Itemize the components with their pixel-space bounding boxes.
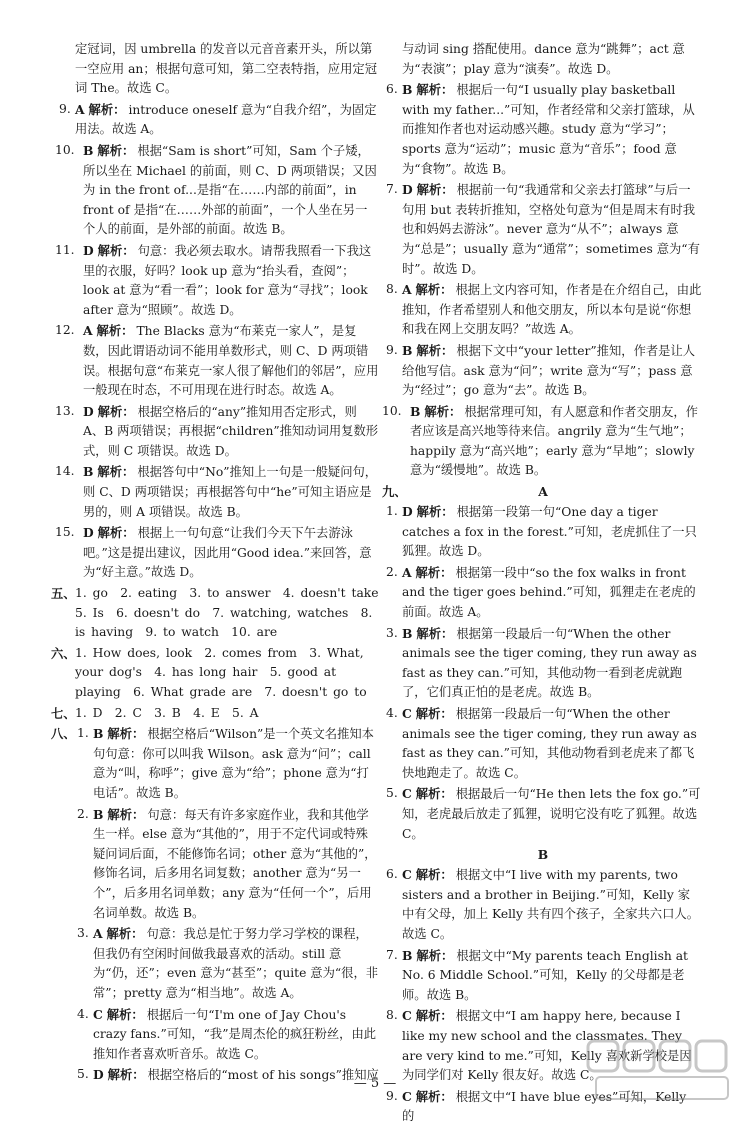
explanation: 根据文中“I live with my parents, two sisters and a brother in Beijing.”可知，Kelly 家中有父母，加上 Kelly 共有四个孩子，全家共六口人。故选 C。	[402, 868, 699, 941]
question-number: 8.	[386, 282, 398, 297]
question-number: 10.	[55, 142, 75, 157]
question-number: 8.	[386, 1008, 398, 1023]
answer-item	[57, 523, 379, 583]
answer-item	[57, 241, 379, 320]
right-question-list	[384, 40, 702, 481]
question-number: 1.	[386, 504, 398, 519]
answer-item	[57, 321, 379, 400]
question-number: 2.	[386, 564, 398, 579]
section-eight	[51, 724, 379, 1086]
answer-letter: B	[402, 342, 413, 358]
answer-letter: B	[83, 142, 94, 158]
question-number: 12.	[55, 323, 75, 338]
answer-item	[57, 402, 379, 462]
answer-text	[402, 80, 702, 179]
answer-item	[75, 924, 379, 1003]
answer-text	[402, 704, 702, 783]
section-block	[51, 644, 379, 703]
question-number: 2.	[77, 806, 89, 821]
question-number: 11.	[55, 242, 75, 257]
analysis-keyword: 解析：	[415, 786, 453, 802]
answer-letter: A	[402, 564, 412, 580]
explanation: 定冠词，因 umbrella 的发音以元音音素开头，所以第一空应用 an；根据句意可知，第二空表特指，应用定冠词 The。故选 C。	[75, 42, 377, 96]
answer-letter: B	[93, 806, 104, 822]
answer-letter: D	[402, 182, 413, 198]
analysis-keyword: 解析：	[416, 504, 454, 520]
analysis-keyword: 解析：	[415, 867, 453, 883]
question-number: 5.	[77, 1067, 89, 1082]
explanation: 根据答句中“No”推知上一句是一般疑问句，则 C、D 两项错误；再根据答句中“he”可知主语应是男的，则 A 项错误。故选 B。	[83, 465, 378, 519]
answer-item	[57, 40, 379, 99]
analysis-keyword: 解析：	[415, 564, 453, 580]
question-number: 6.	[386, 82, 398, 97]
answer-letter: B	[93, 726, 104, 742]
question-number: 1.	[77, 726, 89, 741]
question-number: 3.	[386, 625, 398, 640]
analysis-keyword: 解析：	[96, 323, 134, 339]
answer-text	[83, 141, 379, 240]
answer-letter: B	[410, 403, 421, 419]
explanation: 根据后一句“I'm one of Jay Chou's crazy fans.”可知，“我”是周杰伦的疯狂粉丝，由此推知作者喜欢听音乐。故选 C。	[93, 1007, 377, 1061]
answer-letter: A	[402, 282, 412, 298]
analysis-keyword: 解析：	[88, 101, 126, 117]
question-number: 14.	[55, 464, 75, 479]
answer-letter: A	[83, 323, 93, 339]
explanation: 根据最后一句“He then lets the fox go.”可知，老虎最后放走了狐狸，说明它没有吃了狐狸。故选 C。	[402, 787, 701, 841]
answer-text	[75, 100, 379, 140]
explanation: 根据第一段中“so the fox walks in front and the tiger goes behind.”可知，狐狸走在老虎的前面。故选 A。	[402, 565, 696, 620]
right-column	[384, 40, 702, 1128]
explanation: 根据后一句“I usually play basketball with my father...”可知，作者经常和父亲打篮球，从而推知作者也对运动感兴趣。study 意为“学习”；sports 意为“运动”；music 意为“音乐”；food 意为“食物”。故选 B。	[402, 83, 695, 176]
section-answers: 1. go 2. eating 3. to answer 4. doesn't take	[75, 586, 379, 601]
analysis-keyword: 解析：	[106, 926, 144, 942]
answer-text	[83, 321, 379, 400]
answer-item	[384, 502, 702, 562]
section-label: 六、	[51, 645, 76, 661]
analysis-keyword: 解析：	[416, 342, 454, 358]
section-answers: 1. How does, look 2. comes from 3. What, your dog's 4. has long hair 5. good at playing 6. What grade are 7. doesn't go to	[75, 645, 367, 699]
answer-item	[57, 141, 379, 240]
explanation: 根据空格后的“any”推知用否定形式，则 A、B 两项错误；再根据“children”推知动词用复数形式，则 C 项错误。故选 D。	[83, 404, 379, 458]
question-number: 4.	[386, 706, 398, 720]
answer-item	[384, 784, 702, 844]
answer-item	[57, 100, 379, 140]
left-question-list	[57, 40, 379, 583]
answer-letter: C	[402, 867, 412, 883]
answer-text	[93, 805, 379, 924]
section-label: 七、	[51, 705, 76, 721]
answer-item	[384, 563, 702, 623]
answer-letter: A	[75, 101, 85, 117]
analysis-keyword: 解析：	[97, 464, 135, 480]
section-nine-label: 九、	[382, 484, 407, 500]
answer-text	[410, 402, 702, 481]
explanation: 根据空格后的“most of his songs”推知应	[147, 1068, 379, 1083]
explanation: 根据下文中“your letter”推知，作者是让人给他写信。ask 意为“问”；write 意为“写”；pass 意为“经过”；go 意为“去”。故选 B。	[402, 343, 696, 398]
analysis-keyword: 解析：	[415, 1088, 453, 1104]
passage-a-heading: A	[538, 484, 548, 500]
question-number: 7.	[386, 947, 398, 962]
explanation: 根据文中“My parents teach English at No. 6 Middle School.”可知，Kelly 的父母都是老师。故选 B。	[402, 948, 688, 1002]
explanation: 根据上文内容可知，作者是在介绍自己，由此推知，作者希望别人和他交朋友，所以本句是说“你想和我在网上交朋友吗？”故选 A。	[402, 283, 702, 337]
answer-letter: C	[402, 1008, 412, 1024]
answer-item	[384, 341, 702, 401]
answer-text	[83, 523, 379, 583]
answer-letter: C	[93, 1006, 103, 1022]
answer-item	[384, 402, 702, 481]
answer-item	[384, 704, 702, 783]
passage-a-list	[384, 502, 702, 844]
section-eight-label: 八、	[51, 726, 76, 742]
explanation: 句意：我总是忙于努力学习学校的课程，但我仍有空闲时间做我最喜欢的活动。still 意为“仍，还”；even 意为“甚至”；quite 意为“很，非常”；pretty 意为“相当地”。故选 A。	[93, 927, 379, 1000]
watermark-logo	[586, 1037, 736, 1103]
answer-letter: C	[402, 786, 412, 802]
explanation: 根据“Sam is short”可知，Sam 个子矮，所以坐在 Michael 的前面，则 C、D 两项错误；又因为 in the front of...是指“在……内部的前面”，in front of 是指“在……外部的前面”，一个人坐在另一个人的前面，是外部的前面。故选 B。	[83, 143, 377, 237]
explanation: The Blacks 意为“布莱克一家人”，是复数，因此谓语动词不能用单数形式，则 C、D 两项错误。根据句意“布莱克一家人很了解他们的邻居”，应用一般现在时态，不可用现在进行时态。故选 A。	[83, 324, 379, 398]
analysis-keyword: 解析：	[424, 403, 462, 419]
section-answers: 5. Is 6. doesn't do 7. watching, watches 8. is having 9. to watch 10. are	[75, 605, 373, 640]
section-nine-header	[384, 482, 702, 502]
answer-item	[384, 80, 702, 179]
question-number: 9.	[386, 1088, 398, 1103]
analysis-keyword: 解析：	[97, 142, 135, 158]
answer-item	[75, 724, 379, 803]
answer-text	[402, 563, 702, 623]
answer-letter: D	[83, 242, 94, 258]
explanation: 根据第一段第一句“One day a tiger catches a fox in the forest.”可知，老虎抓住了一只狐狸。故选 D。	[402, 505, 697, 559]
question-number: 6.	[386, 867, 398, 882]
section-answers: 1. D 2. C 3. B 4. E 5. A	[75, 705, 259, 720]
analysis-keyword: 解析：	[416, 82, 454, 98]
explanation: 句意：我必须去取水。请帮我照看一下我这里的衣服，好吗？look up 意为“抬头看，查阅”；look at 意为“看一看”；look for 意为“寻找”；look after 意为“照顾”。故选 D。	[83, 243, 372, 317]
answer-letter: D	[83, 403, 94, 419]
answer-text	[83, 402, 379, 462]
explanation: introduce oneself 意为“自我介绍”，为固定用法。故选 A。	[75, 102, 377, 137]
analysis-keyword: 解析：	[415, 1008, 453, 1024]
analysis-keyword: 解析：	[106, 1006, 144, 1022]
answer-letter: B	[402, 947, 413, 963]
section-eight-list	[75, 724, 379, 1086]
explanation: 根据上一句句意“让我们今天下午去游泳吧。”这是提出建议，因此用“Good idea.”来回答，意为“好主意。”故选 D。	[83, 526, 372, 580]
analysis-keyword: 解析：	[415, 282, 453, 298]
question-number: 7.	[386, 182, 398, 197]
answer-letter: C	[402, 706, 412, 721]
analysis-keyword: 解析：	[97, 525, 135, 541]
explanation: 根据文中“I am happy here, because I like my new school and the classmates. They are very kind to me.”可知，Kelly 喜欢新学校是因为同学们对 Kelly 很友好。故选 C。	[402, 1009, 692, 1083]
answer-letter: B	[402, 82, 413, 98]
answer-text	[83, 462, 379, 522]
answer-text	[402, 180, 702, 279]
question-number: 13.	[55, 403, 75, 418]
explanation: 根据常理可知，有人愿意和作者交朋友，作者应该是高兴地等待来信。angrily 意为“生气地”；happily 意为“高兴地”；early 意为“早地”；slowly 意为“缓慢地”。故选 B。	[410, 404, 698, 478]
answer-item	[384, 946, 702, 1006]
passage-b-heading: B	[537, 847, 549, 863]
answer-text	[402, 280, 702, 340]
answer-item	[384, 624, 702, 703]
analysis-keyword: 解析：	[415, 706, 453, 721]
analysis-keyword: 解析：	[416, 625, 454, 641]
analysis-keyword: 解析：	[107, 806, 145, 822]
section-block	[51, 584, 379, 643]
answer-text	[402, 784, 702, 844]
answer-item	[75, 1005, 379, 1065]
section-block	[51, 704, 379, 724]
answer-item	[384, 180, 702, 279]
analysis-keyword: 解析：	[107, 726, 145, 742]
answer-item	[384, 280, 702, 340]
explanation: 句意：每天有许多家庭作业，我和其他学生一样。else 意为“其他的”，用于不定代词或特殊疑问词后面，不能修饰名词；other 意为“其他的”，修饰名词，后多用名词复数；another 意为“另一个”，后多用名词单数；any 意为“任何一个”，后用名词单数。故选 B。	[93, 807, 377, 920]
answer-text	[83, 241, 379, 320]
explanation: 根据第一段最后一句“When the other animals see the tiger coming, they run away as fast as they can.”可知，其他动物一看到老虎就跑了，它们真正怕的是老虎。故选 B。	[402, 626, 697, 700]
analysis-keyword: 解析：	[107, 1067, 145, 1083]
left-column	[51, 40, 379, 1087]
question-number: 4.	[77, 1006, 89, 1021]
question-number: 3.	[77, 926, 89, 941]
answer-letter: D	[83, 525, 94, 541]
analysis-keyword: 解析：	[416, 182, 454, 198]
page-number: — 5 —	[353, 1076, 397, 1091]
answer-text	[402, 946, 702, 1006]
question-number: 10.	[382, 403, 402, 418]
analysis-keyword: 解析：	[97, 403, 135, 419]
analysis-keyword: 解析：	[416, 947, 454, 963]
answer-letter: C	[402, 1088, 412, 1104]
answer-item	[57, 462, 379, 522]
watermark-stamp-icon	[586, 1037, 736, 1103]
answer-letter: A	[93, 926, 103, 942]
answer-text	[402, 40, 702, 79]
answer-text	[93, 924, 379, 1003]
question-number: 9.	[386, 342, 398, 357]
answer-item	[384, 40, 702, 79]
answer-text	[75, 40, 379, 99]
fill-in-sections	[51, 584, 379, 723]
answer-letter: D	[402, 504, 413, 520]
analysis-keyword: 解析：	[97, 242, 135, 258]
section-label: 五、	[51, 586, 76, 602]
explanation: 与动词 sing 搭配使用。dance 意为“跳舞”；act 意为“表演”；play 意为“演奏”。故选 D。	[402, 42, 685, 76]
answer-text	[402, 502, 702, 562]
question-number: 15.	[55, 525, 75, 540]
answer-item	[384, 865, 702, 944]
explanation: 根据文中“I have blue eyes”可知，Kelly 的	[402, 1089, 687, 1124]
question-number: 5.	[386, 786, 398, 801]
answer-text	[93, 1005, 379, 1065]
answer-text	[93, 724, 379, 803]
explanation: 根据前一句“我通常和父亲去打篮球”与后一句用 but 表转折推知，空格处句意为“但是周末有时我也和妈妈去游泳”。never 意为“从不”；always 意为“总是”；usually 意为“通常”；sometimes 意为“有时”。故选 D。	[402, 183, 700, 276]
question-number: 9.	[59, 101, 71, 116]
answer-letter: D	[93, 1067, 104, 1083]
explanation: 根据第一段最后一句“When the other animals see the tiger coming, they run away as fast as they can.”可知，其他动物看到老虎来了都飞快地跑走了。故选 C。	[402, 707, 697, 780]
answer-item	[75, 805, 379, 924]
answer-letter: B	[83, 464, 94, 480]
answer-letter: B	[402, 625, 413, 641]
answer-text	[402, 341, 702, 401]
answer-text	[402, 865, 702, 944]
explanation: 根据空格后“Wilson”是一个英文名推知本句句意：你可以叫我 Wilson。ask 意为“问”；call 意为“叫，称呼”；give 意为“给”；phone 意为“打电话”。故选 B。	[93, 727, 374, 800]
answer-text	[402, 624, 702, 703]
